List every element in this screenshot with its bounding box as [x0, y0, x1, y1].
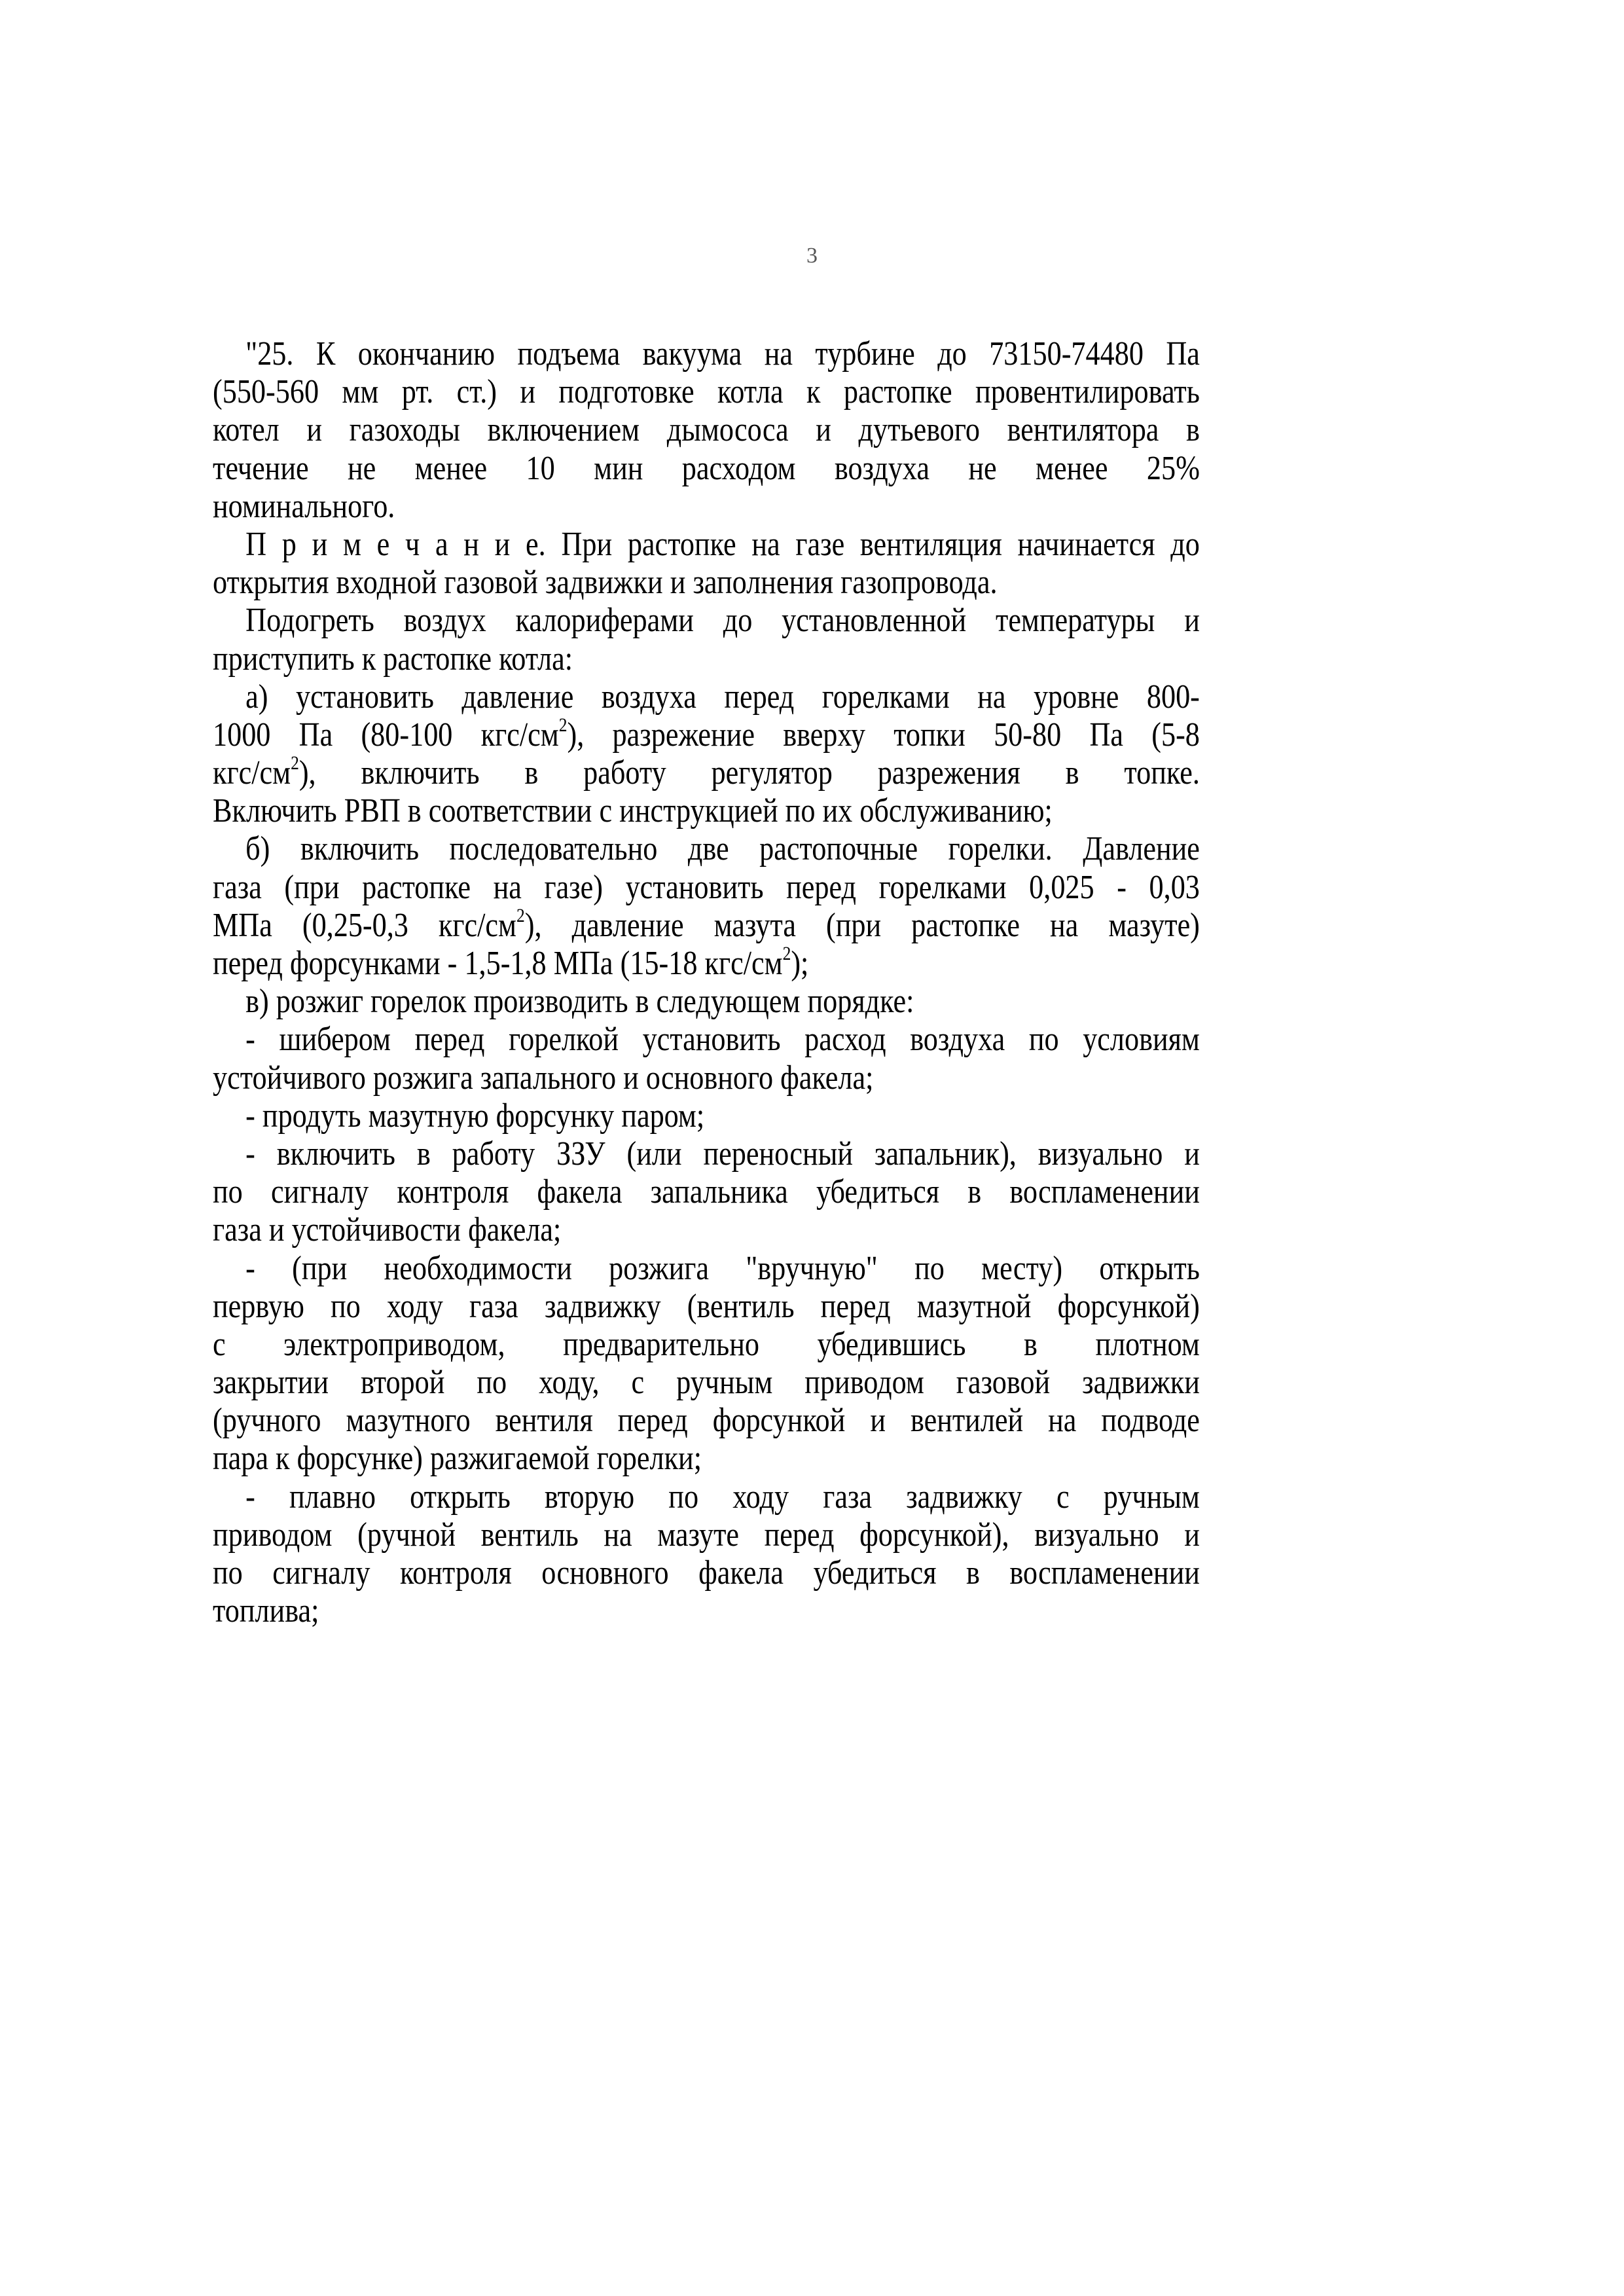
text-line-content: (550-560 мм рт. ст.) и подготовке котла к растопке провентилировать [213, 373, 1200, 411]
superscript: 2 [516, 906, 525, 926]
text-line [213, 1592, 1200, 1630]
superscript: 2 [291, 754, 299, 774]
text-line-content: газа и устойчивости факела; [213, 1211, 562, 1249]
text-line-content: - (при необходимости розжига "вручную" по месту) открыть [245, 1249, 1200, 1287]
text-line-content: закрытии второй по ходу, с ручным приводом газовой задвижки [213, 1364, 1200, 1402]
text-line [213, 1326, 1200, 1364]
text-line [213, 754, 1200, 792]
text-line-content: 1000 Па (80-100 кгс/см [213, 716, 559, 754]
text-line-continuation: ), давление мазута (при растопке на мазуте) [524, 906, 1200, 944]
text-line [213, 1478, 1200, 1516]
text-line-content: - включить в работу ЗЗУ (или переносный запальник), визуально и [245, 1135, 1200, 1173]
text-line-content: "25. К окончанию подъема вакуума на турбине до 73150-74480 Па [245, 335, 1200, 373]
text-line-content: - продуть мазутную форсунку паром; [245, 1097, 705, 1135]
text-line-content: МПа (0,25-0,3 кгс/см [213, 906, 517, 944]
page-number: 3 [806, 244, 818, 268]
superscript: 2 [782, 943, 791, 964]
text-line-content: по сигналу контроля основного факела убедиться в воспламенении [213, 1554, 1200, 1592]
text-line [213, 1173, 1200, 1211]
document-body [213, 335, 1200, 1630]
text-line-content: приступить к растопке котла: [213, 640, 573, 678]
text-line [213, 488, 1200, 526]
text-line [213, 335, 1200, 373]
text-line [213, 450, 1200, 488]
text-line-content: с электроприводом, предварительно убедившись в плотном [213, 1325, 1200, 1363]
text-line-continuation: ); [791, 945, 809, 982]
text-line-content: б) включить последовательно две растопочные горелки. Давление [245, 830, 1200, 868]
text-line-content: пара к форсунке) разжигаемой горелки; [213, 1440, 702, 1478]
text-line [213, 945, 1200, 983]
text-line [213, 830, 1200, 868]
text-line-content: - плавно открыть вторую по ходу газа задвижку с ручным [245, 1478, 1200, 1516]
text-line [213, 1059, 1200, 1097]
text-line-content: течение не менее 10 мин расходом воздуха не менее 25% [213, 449, 1200, 487]
text-line-content: перед форсунками - 1,5-1,8 МПа (15-18 кгс/см [213, 945, 783, 982]
text-line [213, 373, 1200, 411]
text-line-content: газа (при растопке на газе) установить перед горелками 0,025 - 0,03 [213, 868, 1200, 906]
text-line [213, 716, 1200, 754]
text-line-content: а) установить давление воздуха перед горелками на уровне 800- [245, 678, 1200, 716]
text-line [213, 1135, 1200, 1173]
superscript: 2 [558, 716, 568, 736]
text-line [213, 602, 1200, 640]
text-line-content: устойчивого розжига запального и основного факела; [213, 1059, 874, 1097]
text-line-content: (ручного мазутного вентиля перед форсункой и вентилей на подводе [213, 1402, 1200, 1440]
text-line [213, 411, 1200, 449]
text-line-content: номинального. [213, 487, 395, 525]
text-line-content: П р и м е ч а н и е. При растопке на газе вентиляция начинается до [245, 525, 1200, 563]
text-line-content: Включить РВП в соответствии с инструкцией по их обслуживанию; [213, 792, 1053, 830]
text-line [213, 1097, 1200, 1135]
text-line [213, 678, 1200, 716]
text-line-continuation: ), разрежение вверху топки 50-80 Па (5-8 [567, 716, 1200, 754]
text-line [213, 1250, 1200, 1288]
text-line [213, 526, 1200, 564]
text-line-content: котел и газоходы включением дымососа и дутьевого вентилятора в [213, 411, 1200, 449]
text-line-content: первую по ходу газа задвижку (вентиль перед мазутной форсункой) [213, 1287, 1200, 1325]
text-line [213, 1021, 1200, 1059]
text-line [213, 792, 1200, 830]
text-line [213, 1440, 1200, 1478]
text-line [213, 1402, 1200, 1440]
text-line-content: топлива; [213, 1592, 319, 1630]
text-line-content: по сигналу контроля факела запальника убедиться в воспламенении [213, 1173, 1200, 1211]
text-line-content: - шибером перед горелкой установить расход воздуха по условиям [245, 1021, 1200, 1059]
text-line [213, 1516, 1200, 1554]
text-line [213, 1364, 1200, 1402]
text-line [213, 983, 1200, 1021]
text-line [213, 640, 1200, 678]
text-line [213, 869, 1200, 907]
text-line [213, 564, 1200, 602]
text-line [213, 1288, 1200, 1326]
text-line-content: в) розжиг горелок производить в следующем порядке: [245, 983, 914, 1021]
text-line-content: кгс/см [213, 754, 291, 792]
text-line-content: приводом (ручной вентиль на мазуте перед форсункой), визуально и [213, 1516, 1200, 1554]
text-line [213, 1211, 1200, 1249]
text-line-continuation: ), включить в работу регулятор разрежения в топке. [298, 754, 1200, 792]
text-line-content: Подогреть воздух калориферами до установленной температуры и [245, 602, 1200, 640]
text-line [213, 907, 1200, 945]
text-line-content: открытия входной газовой задвижки и заполнения газопровода. [213, 564, 998, 602]
text-line [213, 1554, 1200, 1592]
